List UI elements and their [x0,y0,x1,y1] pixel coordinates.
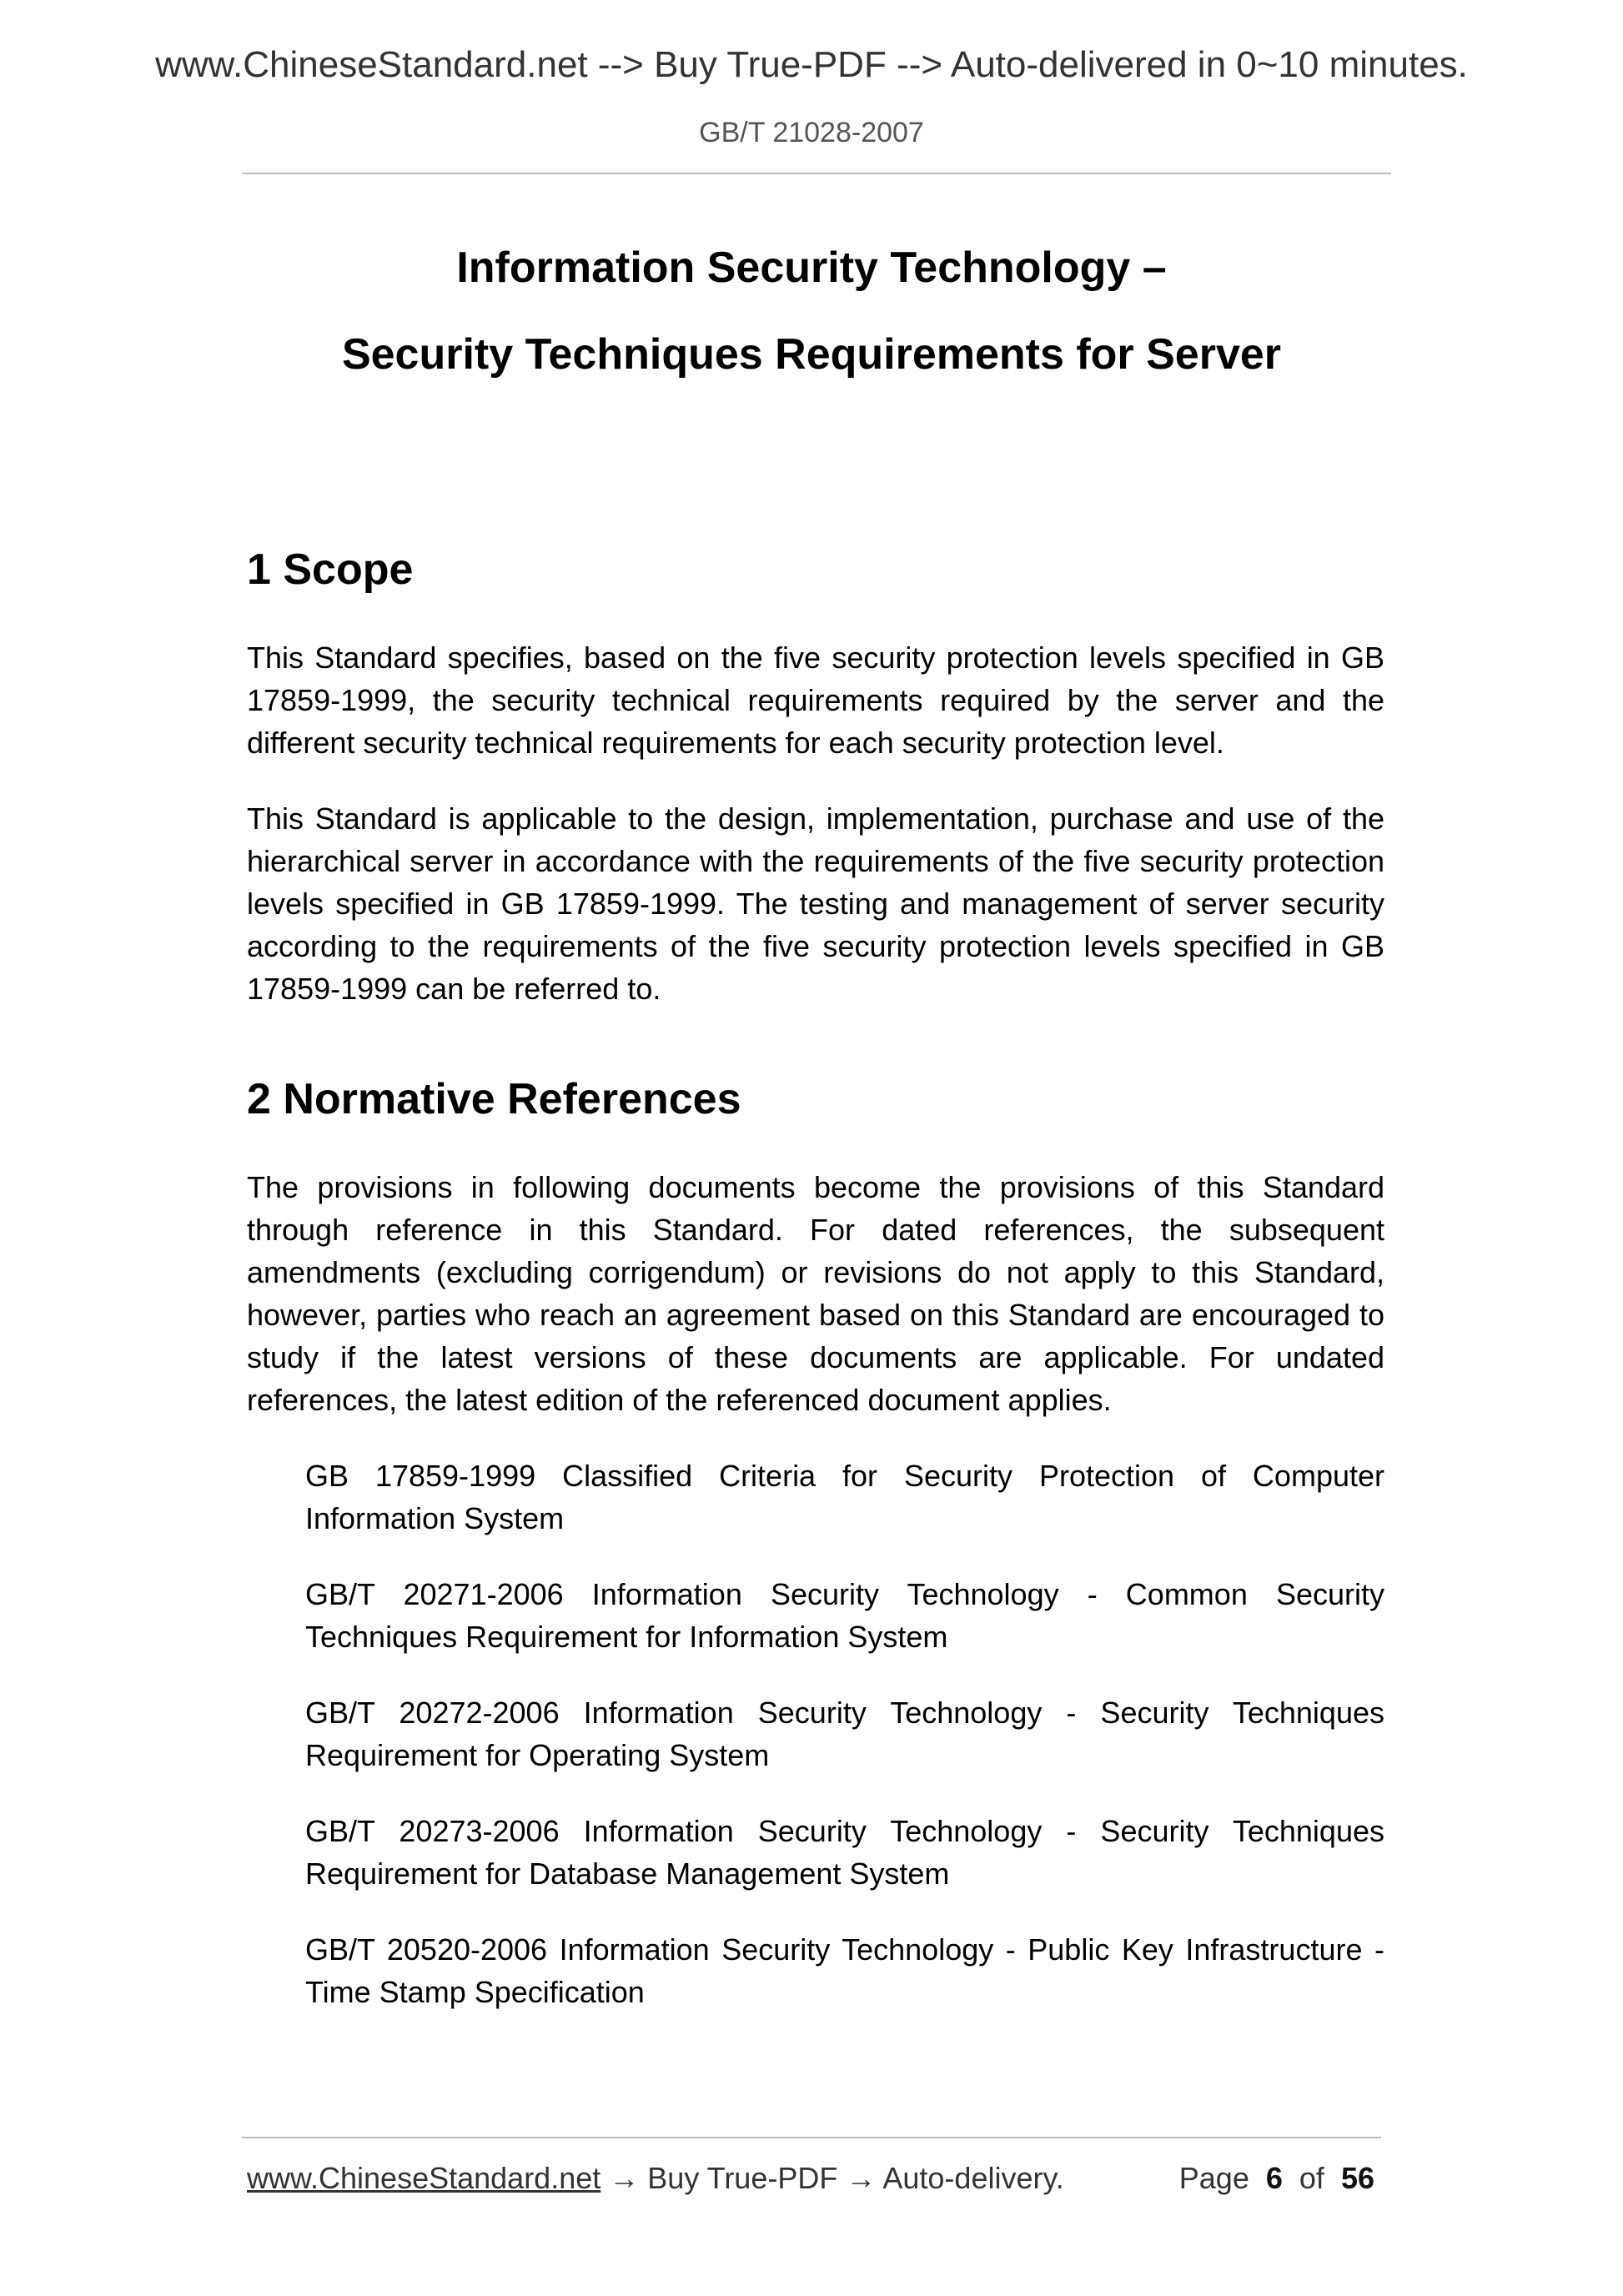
section-heading-normative-references: 2 Normative References [247,1075,741,1123]
document-title-line-2: Security Techniques Requirements for Server [341,330,1282,379]
reference-item: GB 17859-1999 Classified Criteria for Security Protection of Computer Information System [305,1459,1384,1535]
header-divider [242,173,1391,174]
of-label: of [1299,2161,1324,2195]
references-intro: The provisions in following documents become the provisions of this Standard through reference in this Standard. For dated references, the subsequent amendments (excluding corrigendum) or revisions do not apply to this Standard, however, parties who reach an agreement based on this Standard are encouraged to study if the latest versions of these documents are applicable. For undated references, the latest edition of the referenced document applies. [247,1170,1384,1417]
arrow-right-icon: → [846,2161,877,2195]
document-body [247,540,1384,2047]
footer-divider [242,2137,1381,2138]
scope-paragraph-1: This Standard specifies, based on the five security protection levels specified in GB 17859-1999, the security technical requirements required by the server and the different security technical requirements for each security protection level. [247,641,1384,760]
footer-promo [247,2161,1064,2195]
reference-item: GB/T 20271-2006 Information Security Technology - Common Security Techniques Requirement for Information System [305,1577,1384,1654]
page-footer [247,2158,1374,2198]
header-banner: www.ChineseStandard.net --> Buy True-PDF --> Auto-delivered in 0~10 minutes. [155,44,1468,85]
total-pages: 56 [1340,2161,1374,2195]
page-indicator [1179,2158,1374,2198]
section-heading-scope: 1 Scope [247,545,414,594]
page-label: Page [1178,2161,1249,2195]
document-title-line-1: Information Security Technology – [456,244,1167,292]
footer-site-link[interactable]: www.ChineseStandard.net [247,2161,601,2195]
scope-paragraph-2: This Standard is applicable to the design, implementation, purchase and use of the hierarchical server in accordance with the requirements of the five security protection levels specified in GB 17859-1999. The testing and management of server security according to the requirements of the five security protection levels specified in GB 17859-1999 can be referred to. [247,801,1384,1006]
reference-item: GB/T 20273-2006 Information Security Technology - Security Techniques Requirement for Database Management System [305,1814,1384,1891]
reference-item: GB/T 20272-2006 Information Security Technology - Security Techniques Requirement for Operating System [305,1696,1384,1772]
arrow-right-icon: → [609,2161,640,2195]
page-number: 6 [1265,2161,1283,2195]
reference-item: GB/T 20520-2006 Information Security Technology - Public Key Infrastructure - Time Stamp Specification [305,1932,1384,2009]
footer-delivery-text: Auto-delivery. [882,2161,1064,2195]
footer-buy-text: Buy True-PDF [647,2161,838,2195]
standard-code: GB/T 21028-2007 [699,117,924,148]
